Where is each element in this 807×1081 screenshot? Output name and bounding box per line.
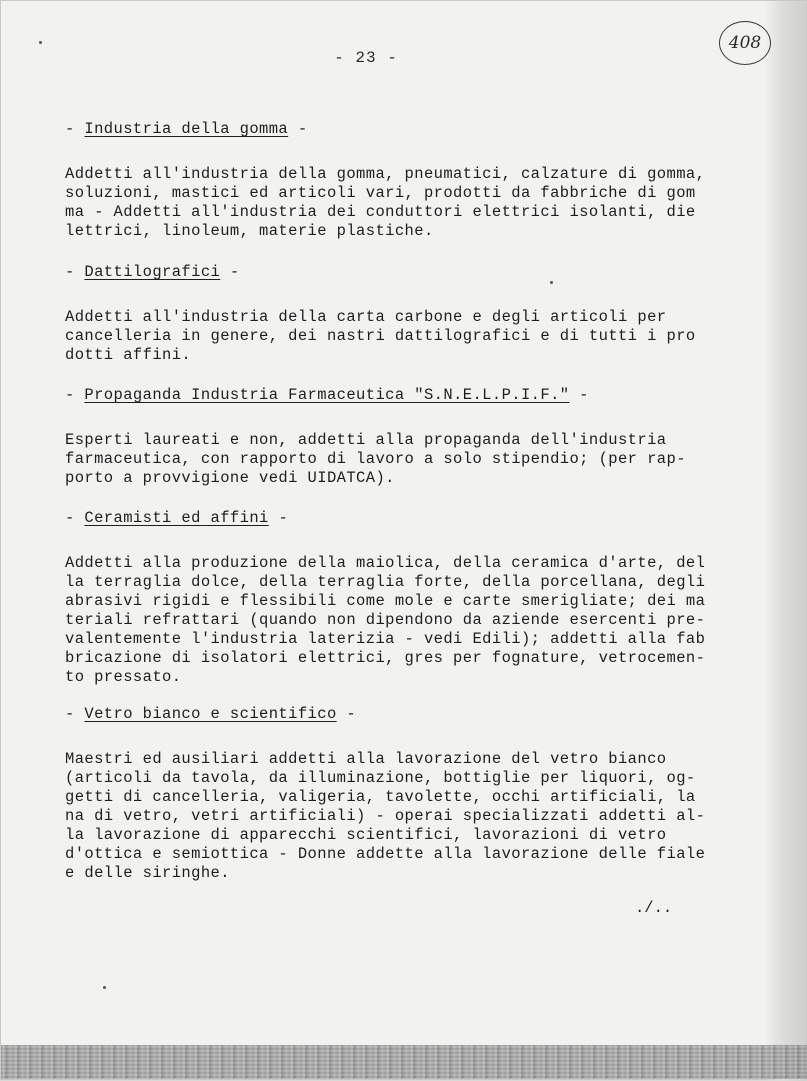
- archive-stamp: 408: [719, 21, 771, 65]
- text-line: farmaceutica, con rapporto di lavoro a solo stipendio; (per rap-: [65, 450, 686, 468]
- section-body: [65, 431, 715, 488]
- section-title: Vetro bianco e scientifico: [84, 705, 337, 723]
- text-line: Addetti alla produzione della maiolica, della ceramica d'arte, del: [65, 554, 706, 572]
- text-line: na di vetro, vetri artificiali) - operai specializzati addetti al-: [65, 807, 706, 825]
- text-line: (articoli da tavola, da illuminazione, bottiglie per liquori, og-: [65, 769, 696, 787]
- text-line: getti di cancelleria, valigeria, tavolette, occhi artificiali, la: [65, 788, 696, 806]
- text-line: la lavorazione di apparecchi scientifici, lavorazioni di vetro: [65, 826, 667, 844]
- section-ceramisti: [65, 508, 715, 687]
- text-line: Esperti laureati e non, addetti alla propaganda dell'industria: [65, 431, 667, 449]
- section-body: [65, 554, 715, 687]
- text-line: ma - Addetti all'industria dei conduttori elettrici isolanti, die: [65, 203, 696, 221]
- text-line: dotti affini.: [65, 346, 192, 364]
- scan-edge-shadow: [764, 1, 806, 1081]
- scan-noise-overlay: [1, 1045, 807, 1079]
- text-line: Addetti all'industria della carta carbone e degli articoli per: [65, 308, 667, 326]
- section-vetro-bianco: [65, 704, 715, 883]
- section-industria-gomma: [65, 119, 715, 241]
- text-line: Addetti all'industria della gomma, pneumatici, calzature di gomma,: [65, 165, 706, 183]
- scan-speck: [103, 986, 106, 989]
- section-dattilografici: [65, 262, 715, 365]
- section-heading: - Propaganda Industria Farmaceutica "S.N.E.L.P.I.F." -: [65, 386, 589, 404]
- section-title: Propaganda Industria Farmaceutica "S.N.E.L.P.I.F.": [84, 386, 570, 404]
- text-line: valentemente l'industria laterizia - vedi Edili); addetti alla fab: [65, 630, 706, 648]
- section-body: [65, 308, 715, 365]
- continuation-mark: ./..: [635, 899, 673, 917]
- section-heading: - Dattilografici -: [65, 263, 240, 281]
- text-line: bricazione di isolatori elettrici, gres per fognature, vetrocemen-: [65, 649, 706, 667]
- text-line: teriali refrattari (quando non dipendono da aziende esercenti pre-: [65, 611, 706, 629]
- section-title: Dattilografici: [84, 263, 221, 281]
- scan-speck: [39, 41, 42, 44]
- section-propaganda-farmaceutica: [65, 385, 715, 488]
- section-title: Industria della gomma: [84, 120, 289, 138]
- text-line: to pressato.: [65, 668, 182, 686]
- text-line: cancelleria in genere, dei nastri dattilografici e di tutti i pro: [65, 327, 696, 345]
- text-line: Maestri ed ausiliari addetti alla lavorazione del vetro bianco: [65, 750, 667, 768]
- text-line: la terraglia dolce, della terraglia forte, della porcellana, degli: [65, 573, 706, 591]
- page-number: - 23 -: [334, 49, 398, 67]
- section-heading: - Vetro bianco e scientifico -: [65, 705, 357, 723]
- section-heading: - Ceramisti ed affini -: [65, 509, 289, 527]
- text-line: d'ottica e semiottica - Donne addette alla lavorazione delle fiale: [65, 845, 706, 863]
- text-line: soluzioni, mastici ed articoli vari, prodotti da fabbriche di gom: [65, 184, 696, 202]
- text-line: abrasivi rigidi e flessibili come mole e carte smerigliate; dei ma: [65, 592, 706, 610]
- section-body: [65, 165, 715, 241]
- section-heading: - Industria della gomma -: [65, 120, 308, 138]
- text-line: porto a provvigione vedi UIDATCA).: [65, 469, 395, 487]
- text-line: lettrici, linoleum, materie plastiche.: [65, 222, 434, 240]
- section-body: [65, 750, 715, 883]
- section-title: Ceramisti ed affini: [84, 509, 269, 527]
- text-line: e delle siringhe.: [65, 864, 230, 882]
- scan-speck: [550, 281, 553, 284]
